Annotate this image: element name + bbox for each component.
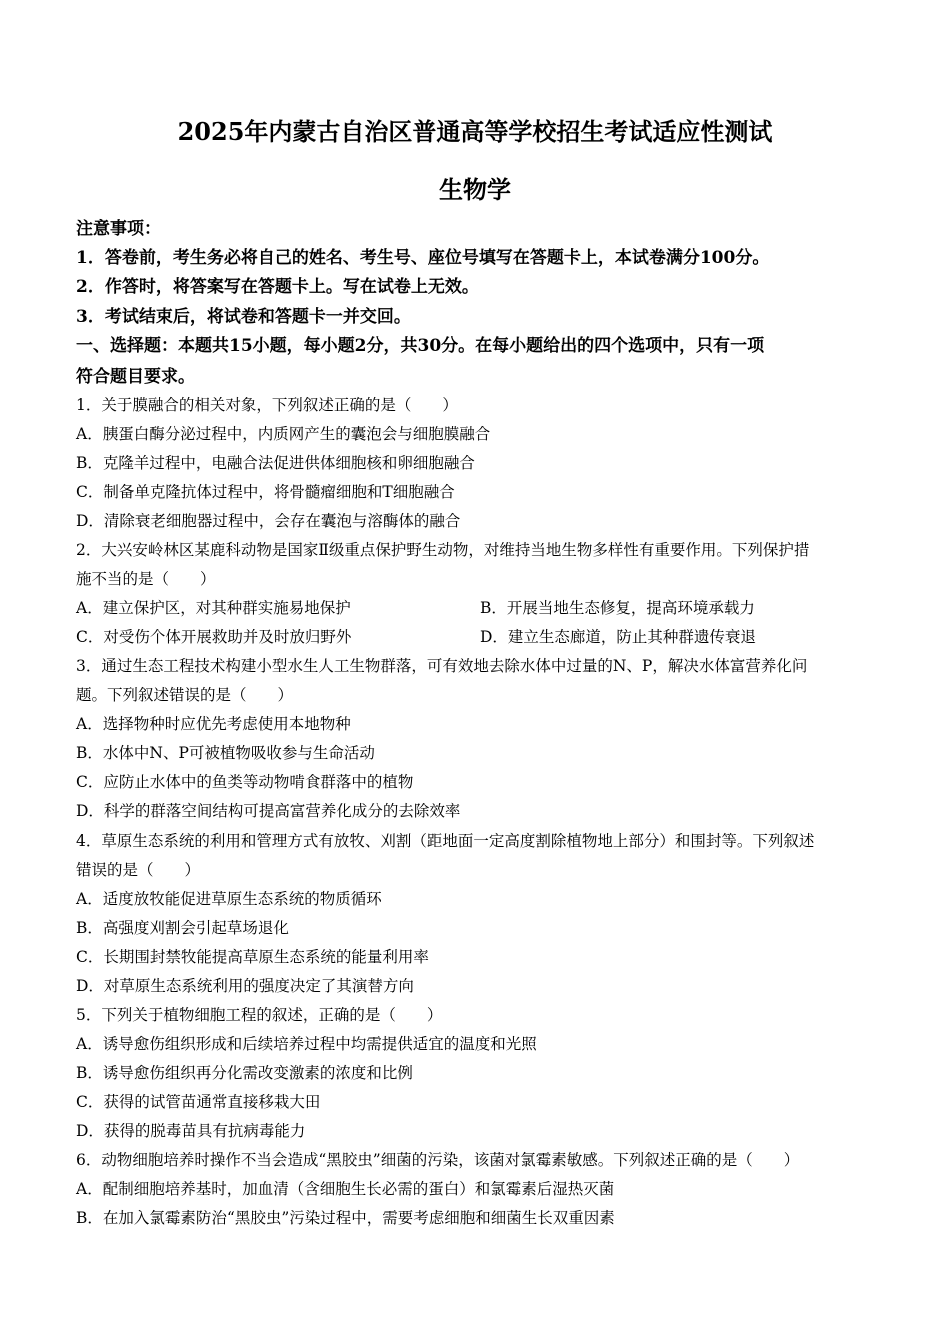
option-c: C．长期围封禁牧能提高草原生态系统的能量利用率 xyxy=(76,948,429,966)
question-stem: 6．动物细胞培养时操作不当会造成“黑胶虫”细菌的污染，该菌对氯霉素敏感。下列叙述正确的是（ ） xyxy=(76,1151,800,1169)
option-c: C．制备单克隆抗体过程中，将骨髓瘤细胞和T细胞融合 xyxy=(76,483,455,501)
option-c: C．获得的试管苗通常直接移栽大田 xyxy=(76,1093,321,1111)
question-stem: 4．草原生态系统的利用和管理方式有放牧、刈割（距地面一定高度割除植物地上部分）和围封等。下列叙述 xyxy=(76,832,815,850)
option-c: C．应防止水体中的鱼类等动物啃食群落中的植物 xyxy=(76,773,414,791)
notice-item: 1．答卷前，考生务必将自己的姓名、考生号、座位号填写在答题卡上，本试卷满分100分。 xyxy=(76,248,770,268)
option-d: D．对草原生态系统利用的强度决定了其演替方向 xyxy=(76,977,414,995)
option-b: B．诱导愈伤组织再分化需改变激素的浓度和比例 xyxy=(76,1064,413,1082)
option-d: D．科学的群落空间结构可提高富营养化成分的去除效率 xyxy=(76,802,461,820)
option-c: C．对受伤个体开展救助并及时放归野外 xyxy=(76,628,352,646)
option-a: A．选择物种时应优先考虑使用本地物种 xyxy=(76,715,351,733)
option-b: B．克隆羊过程中，电融合法促进供体细胞核和卵细胞融合 xyxy=(76,454,475,472)
subject-title: 生物学 xyxy=(439,175,511,204)
option-a: A．配制细胞培养基时，加血清（含细胞生长必需的蛋白）和氯霉素后湿热灭菌 xyxy=(76,1180,615,1198)
option-b: B．开展当地生态修复，提高环境承载力 xyxy=(480,599,755,617)
question-stem: 3．通过生态工程技术构建小型水生人工生物群落，可有效地去除水体中过量的N、P，解决水体富营养化问 xyxy=(76,657,808,675)
question-stem: 2．大兴安岭林区某鹿科动物是国家Ⅱ级重点保护野生动物，对维持当地生物多样性有重要作用。下列保护措 xyxy=(76,541,810,559)
question-stem-cont: 施不当的是（ ） xyxy=(76,570,216,588)
option-b: B．高强度刈割会引起草场退化 xyxy=(76,919,289,937)
notice-item: 2．作答时，将答案写在答题卡上。写在试卷上无效。 xyxy=(76,277,479,297)
question-stem: 1．关于膜融合的相关对象，下列叙述正确的是（ ） xyxy=(76,396,458,414)
option-d: D．建立生态廊道，防止其种群遗传衰退 xyxy=(480,628,756,646)
question-stem-cont: 题。下列叙述错误的是（ ） xyxy=(76,686,294,704)
question-stem: 5．下列关于植物细胞工程的叙述，正确的是（ ） xyxy=(76,1006,443,1024)
option-b: B．水体中N、P可被植物吸收参与生命活动 xyxy=(76,744,375,762)
section-heading-cont: 符合题目要求。 xyxy=(76,367,195,387)
option-b: B．在加入氯霉素防治“黑胶虫”污染过程中，需要考虑细胞和细菌生长双重因素 xyxy=(76,1209,615,1227)
section-heading: 一、选择题：本题共15小题，每小题2分，共30分。在每小题给出的四个选项中，只有一项 xyxy=(76,336,765,356)
option-a: A．胰蛋白酶分泌过程中，内质网产生的囊泡会与细胞膜融合 xyxy=(76,425,491,443)
option-d: D．清除衰老细胞器过程中，会存在囊泡与溶酶体的融合 xyxy=(76,512,461,530)
exam-title: 2025年内蒙古自治区普通高等学校招生考试适应性测试 xyxy=(177,117,773,146)
notice-item: 3．考试结束后，将试卷和答题卡一并交回。 xyxy=(76,307,411,327)
notice-heading: 注意事项： xyxy=(76,219,161,239)
question-stem-cont: 错误的是（ ） xyxy=(76,861,201,879)
option-d: D．获得的脱毒苗具有抗病毒能力 xyxy=(76,1122,306,1140)
option-a: A．适度放牧能促进草原生态系统的物质循环 xyxy=(76,890,382,908)
option-a: A．建立保护区，对其种群实施易地保护 xyxy=(76,599,351,617)
option-a: A．诱导愈伤组织形成和后续培养过程中均需提供适宜的温度和光照 xyxy=(76,1035,537,1053)
